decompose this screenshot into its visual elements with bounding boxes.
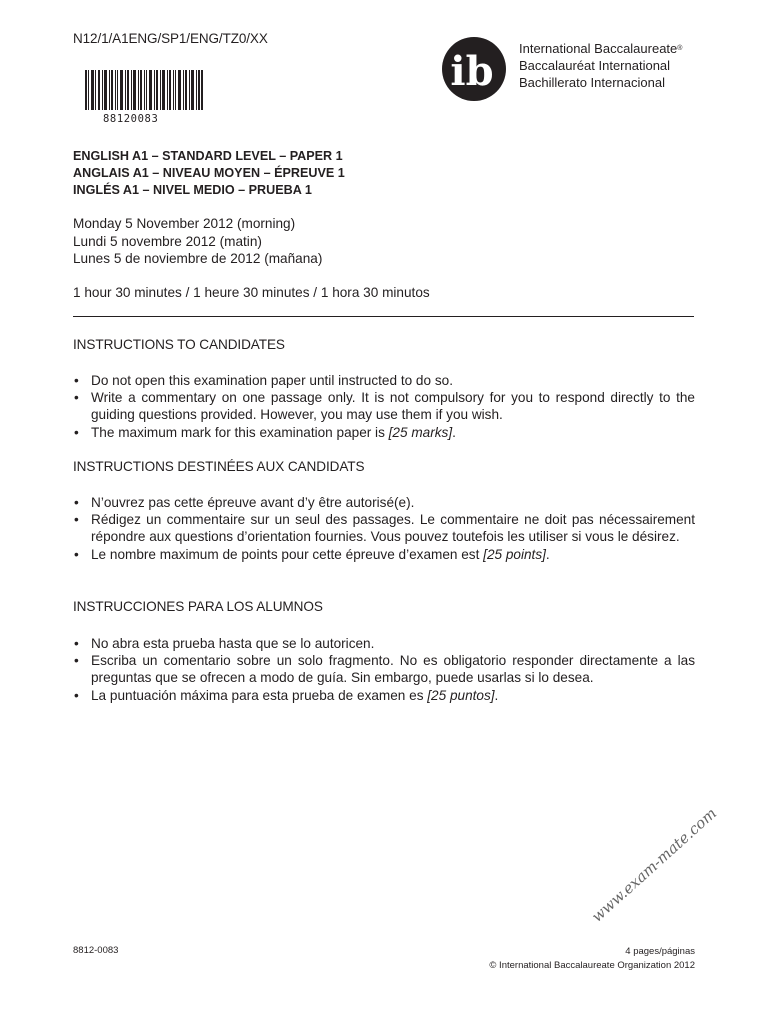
list-item: • Escriba un comentario sobre un solo fragmento. No es obligatorio responder directamente a las preguntas que se ofrecen a modo de guía. Sin embargo, puede usarlas si lo desea.: [73, 652, 695, 686]
footer-code: 8812-0083: [73, 945, 119, 956]
list-item: • Write a commentary on one passage only. It is not compulsory for you to respond directly to the guiding questions provided. However, you may use them if you wish.: [73, 389, 695, 423]
heading-instructions-fr: INSTRUCTIONS DESTINÉES AUX CANDIDATS: [73, 459, 365, 474]
heading-instructions-en: INSTRUCTIONS TO CANDIDATES: [73, 337, 285, 352]
list-item: • The maximum mark for this examination paper is [25 marks].: [73, 424, 695, 441]
marks-value: [25 marks]: [388, 424, 453, 440]
ib-logo: [441, 36, 511, 102]
heading-instructions-es: INSTRUCCIONES PARA LOS ALUMNOS: [73, 599, 323, 614]
instructions-list-en: [73, 372, 695, 441]
title-en: ENGLISH A1 – STANDARD LEVEL – PAPER 1: [73, 149, 343, 163]
copyright: © International Baccalaureate Organization 2012: [489, 960, 695, 971]
instructions-list-fr: [73, 494, 695, 563]
marks-value: [25 points]: [483, 546, 546, 562]
title-es: INGLÉS A1 – NIVEL MEDIO – PRUEBA 1: [73, 183, 312, 197]
barcode-number: 88120083: [103, 113, 159, 125]
exam-dates: [73, 215, 322, 268]
marks-value: [25 puntos]: [427, 687, 495, 703]
date-es: Lunes 5 de noviembre de 2012 (mañana): [73, 251, 323, 266]
list-item: • N’ouvrez pas cette épreuve avant d’y être autorisé(e).: [73, 494, 695, 511]
date-fr: Lundi 5 novembre 2012 (matin): [73, 233, 262, 249]
page-count: 4 pages/páginas: [625, 946, 695, 957]
org-name-en: International Baccalaureate®: [519, 41, 683, 56]
org-name-es: Bachillerato Internacional: [519, 75, 665, 90]
list-item: • La puntuación máxima para esta prueba de examen es [25 puntos].: [73, 687, 695, 704]
date-en: Monday 5 November 2012 (morning): [73, 216, 296, 231]
instructions-list-es: [73, 635, 695, 704]
paper-code: N12/1/A1ENG/SP1/ENG/TZ0/XX: [73, 31, 268, 46]
watermark: www.exam-mate.com: [587, 804, 721, 926]
list-item: • Rédigez un commentaire sur un seul des passages. Le commentaire ne doit pas nécessairement répondre aux questions d’orientation fournies. Vous pouvez toutefois les utiliser si vous le désirez.: [73, 511, 695, 545]
organization-names: [519, 40, 682, 91]
footer-info: [489, 945, 695, 973]
org-name-fr: Baccalauréat International: [519, 58, 671, 73]
title-fr: ANGLAIS A1 – NIVEAU MOYEN – ÉPREUVE 1: [73, 166, 345, 180]
barcode: [85, 70, 203, 110]
list-item: • Do not open this examination paper until instructed to do so.: [73, 372, 695, 389]
list-item: • Le nombre maximum de points pour cette épreuve d’examen est [25 points].: [73, 546, 695, 563]
registered-mark: ®: [677, 45, 683, 52]
list-item: • No abra esta prueba hasta que se lo autoricen.: [73, 635, 695, 652]
svg-text:ib: ib: [450, 48, 494, 95]
header-divider: [73, 316, 694, 317]
exam-duration: 1 hour 30 minutes / 1 heure 30 minutes / 1 hora 30 minutos: [73, 285, 430, 300]
paper-titles: [73, 148, 345, 199]
